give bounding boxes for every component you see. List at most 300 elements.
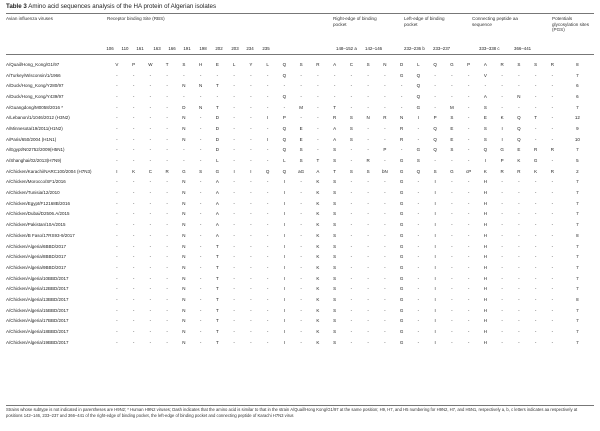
aa-cell: - <box>233 93 235 99</box>
aa-cell: - <box>467 72 470 78</box>
aa-cell: - <box>199 286 202 292</box>
aa-cell: S <box>450 115 454 121</box>
aa-cell: N <box>182 329 186 335</box>
aa-cell: K <box>517 158 521 164</box>
aa-cell: - <box>250 275 252 281</box>
aa-cell: - <box>283 83 286 89</box>
aa-cell: I <box>233 168 235 174</box>
aa-cell: K <box>316 190 320 196</box>
pgs-count: 7 <box>576 211 579 217</box>
pgs-count: 7 <box>576 243 579 249</box>
aa-cell: Q <box>282 125 287 131</box>
aa-cell: - <box>250 329 252 335</box>
aa-cell: - <box>534 264 537 270</box>
aa-cell: - <box>300 222 302 228</box>
aa-cell: - <box>116 222 118 228</box>
pgs-count: 7 <box>576 339 579 345</box>
aa-cell: A <box>333 125 337 131</box>
aa-cell: - <box>266 329 269 335</box>
aa-cell: - <box>300 200 302 206</box>
aa-cell: A <box>215 190 219 196</box>
aa-cell: - <box>149 254 152 260</box>
aa-cell: - <box>166 232 168 238</box>
table-row <box>6 230 594 241</box>
aa-cell: I <box>434 179 436 185</box>
aa-cell: - <box>467 211 470 217</box>
aa-cell: I <box>417 115 419 121</box>
aa-cell: - <box>266 158 269 164</box>
aa-cell: - <box>350 232 353 238</box>
aa-cell: - <box>149 307 152 313</box>
aa-cell: - <box>551 329 554 335</box>
aa-cell: - <box>451 339 453 345</box>
aa-cell: N <box>182 190 186 196</box>
aa-cell: T <box>316 158 320 164</box>
aa-cell: N <box>182 115 186 121</box>
aa-cell: R <box>399 125 404 131</box>
aa-cell: T <box>215 339 219 345</box>
aa-cell: - <box>233 275 235 281</box>
aa-cell: P <box>383 147 387 153</box>
pgs-count: 7 <box>576 275 579 281</box>
aa-cell: - <box>199 200 202 206</box>
aa-cell: K <box>316 329 320 335</box>
pgs-count: 7 <box>576 286 579 292</box>
aa-cell: T <box>215 296 219 302</box>
aa-cell: - <box>116 200 118 206</box>
aa-cell: - <box>132 339 135 345</box>
aa-cell: N <box>182 83 186 89</box>
aa-cell: - <box>467 93 470 99</box>
aa-cell: - <box>417 307 420 313</box>
pgs-count: 7 <box>576 179 579 185</box>
table-caption <box>6 3 594 11</box>
aa-cell: - <box>518 104 520 110</box>
aa-cell: E <box>517 147 521 153</box>
aa-cell: - <box>534 254 537 260</box>
aa-cell: - <box>300 329 302 335</box>
aa-cell: - <box>518 83 520 89</box>
aa-cell: - <box>233 254 235 260</box>
aa-cell: - <box>518 200 520 206</box>
aa-cell: - <box>149 104 152 110</box>
aa-cell: - <box>384 125 386 131</box>
position-label: 202 <box>215 46 223 51</box>
table-row <box>6 91 594 102</box>
aa-cell: - <box>166 222 168 228</box>
aa-cell: D <box>399 61 404 67</box>
aa-cell: G <box>533 158 538 164</box>
aa-cell: - <box>317 147 319 153</box>
aa-cell: L <box>216 158 219 164</box>
virus-name: A/Quail/Hong_Kong/G1/97 <box>6 61 60 67</box>
aa-cell: - <box>551 254 554 260</box>
aa-cell: - <box>384 83 386 89</box>
aa-cell: - <box>518 254 520 260</box>
aa-cell: H <box>483 296 487 302</box>
aa-cell: - <box>551 200 554 206</box>
table-row <box>6 273 594 284</box>
aa-cell: - <box>384 190 386 196</box>
aa-cell: - <box>116 243 118 249</box>
aa-cell: W <box>148 61 153 67</box>
aa-cell: S <box>333 318 337 324</box>
aa-cell: - <box>367 339 369 345</box>
aa-cell: - <box>199 318 202 324</box>
position-label: 232–236 b <box>404 46 425 51</box>
aa-cell: G <box>399 275 404 281</box>
aa-cell: T <box>333 104 336 110</box>
aa-cell: G <box>399 211 404 217</box>
aa-cell: E <box>450 136 454 142</box>
aa-cell: I <box>434 200 436 206</box>
table-row <box>6 177 594 188</box>
aa-cell: S <box>483 125 487 131</box>
aa-cell: - <box>199 296 202 302</box>
aa-cell: - <box>534 286 537 292</box>
virus-name: A/Chicken/Algeria/17BBD/2017 <box>6 318 69 324</box>
virus-name: A/Shanghai/02/2013(H7N9) <box>6 158 62 164</box>
aa-cell: - <box>233 318 235 324</box>
aa-cell: - <box>166 83 168 89</box>
aa-cell: P <box>433 115 437 121</box>
aa-cell: - <box>266 93 269 99</box>
aa-cell: - <box>417 232 420 238</box>
aa-cell: A <box>333 61 337 67</box>
aa-cell: - <box>384 104 386 110</box>
aa-cell: - <box>116 318 118 324</box>
aa-cell: - <box>132 93 135 99</box>
aa-cell: K <box>316 232 320 238</box>
aa-cell: N <box>182 179 186 185</box>
aa-cell: - <box>434 93 436 99</box>
aa-cell: S <box>333 275 337 281</box>
aa-cell: S <box>483 136 487 142</box>
aa-cell: - <box>266 254 269 260</box>
aa-cell: - <box>300 307 302 313</box>
aa-cell: R <box>500 168 504 174</box>
aa-cell: - <box>384 296 386 302</box>
table-row <box>6 123 594 134</box>
aa-cell: K <box>316 307 320 313</box>
aa-cell: - <box>451 200 453 206</box>
aa-cell: - <box>116 158 118 164</box>
aa-cell: - <box>350 72 353 78</box>
aa-cell: T <box>215 286 219 292</box>
aa-cell: - <box>266 307 269 313</box>
virus-name: A/Guangdong/M0058/2016 * <box>6 104 64 110</box>
aa-cell: S <box>333 179 337 185</box>
aa-cell: S <box>333 222 337 228</box>
aa-cell: - <box>384 136 386 142</box>
aa-cell: - <box>451 275 453 281</box>
aa-cell: - <box>149 211 152 217</box>
aa-cell: I <box>484 158 486 164</box>
aa-cell: Q <box>282 147 287 153</box>
aa-cell: - <box>417 318 420 324</box>
virus-name: A/Lebanon/1/1046/2012 (H3N2) <box>6 115 70 121</box>
aa-cell: P <box>282 115 286 121</box>
aa-cell: R <box>500 61 504 67</box>
aa-cell: - <box>384 211 386 217</box>
aa-cell: - <box>417 125 420 131</box>
aa-cell: - <box>534 200 537 206</box>
aa-cell: - <box>317 125 319 131</box>
aa-cell: - <box>518 243 520 249</box>
aa-cell: - <box>250 83 252 89</box>
aa-cell: - <box>551 211 554 217</box>
aa-cell: - <box>417 275 420 281</box>
virus-name: A/Chicken/B Faso/17RS93-9/2017 <box>6 232 75 238</box>
aa-cell: R <box>332 115 337 121</box>
table-row <box>6 316 594 327</box>
aa-cell: G <box>399 222 404 228</box>
aa-cell: - <box>417 296 420 302</box>
aa-cell: S <box>333 211 337 217</box>
aa-cell: D <box>215 136 219 142</box>
aa-cell: - <box>166 211 168 217</box>
aa-cell: - <box>501 307 503 313</box>
aa-cell: K <box>316 264 320 270</box>
aa-cell: R <box>550 61 554 67</box>
position-label: 203 <box>231 46 239 51</box>
aa-cell: I <box>434 222 436 228</box>
aa-cell: - <box>534 125 537 131</box>
aa-cell: H <box>483 318 487 324</box>
aa-cell: - <box>350 264 353 270</box>
aa-cell: G <box>399 264 404 270</box>
aa-cell: - <box>266 222 269 228</box>
aa-cell: - <box>501 318 503 324</box>
aa-cell: - <box>166 339 168 345</box>
aa-cell: - <box>367 254 369 260</box>
aa-cell: - <box>199 147 202 153</box>
position-label: 234 <box>246 46 254 51</box>
aa-cell: L <box>417 61 420 67</box>
aa-cell: L <box>283 158 286 164</box>
aa-cell: S <box>182 61 186 67</box>
aa-cell: I <box>283 190 285 196</box>
aa-cell: - <box>199 275 202 281</box>
header-virus: Avian influenza viruses <box>6 16 53 21</box>
aa-cell: - <box>367 190 369 196</box>
aa-cell: - <box>384 158 386 164</box>
aa-cell: H <box>483 275 487 281</box>
aa-cell: - <box>367 296 369 302</box>
aa-cell: R <box>366 158 370 164</box>
aa-cell: - <box>166 200 168 206</box>
aa-cell: - <box>166 72 168 78</box>
aa-cell: - <box>501 211 503 217</box>
aa-cell: T <box>215 104 219 110</box>
aa-cell: - <box>199 307 202 313</box>
aa-cell: - <box>367 211 369 217</box>
aa-cell: G <box>399 329 404 335</box>
aa-cell: S <box>450 147 454 153</box>
aa-cell: S <box>534 61 538 67</box>
aa-cell: R <box>533 147 538 153</box>
aa-cell: H <box>483 264 487 270</box>
virus-name: A/Chicken/Algeria/19BBD/2017 <box>6 339 69 345</box>
aa-cell: - <box>250 339 252 345</box>
aa-cell: N <box>182 232 186 238</box>
aa-cell: - <box>400 147 403 153</box>
table-row <box>6 241 594 252</box>
aa-cell: S <box>333 339 337 345</box>
position-label: 110 <box>121 46 129 51</box>
aa-cell: - <box>132 104 135 110</box>
aa-cell: - <box>116 72 118 78</box>
aa-cell: E <box>215 61 219 67</box>
aa-cell: - <box>199 254 202 260</box>
aa-cell: - <box>300 232 302 238</box>
aa-cell: - <box>116 179 118 185</box>
aa-cell: - <box>367 136 369 142</box>
aa-cell: - <box>250 232 252 238</box>
aa-cell: A <box>483 93 487 99</box>
aa-cell: N <box>182 307 186 313</box>
aa-cell: - <box>266 339 269 345</box>
aa-cell: - <box>350 83 353 89</box>
aa-cell: T <box>215 264 219 270</box>
aa-cell: - <box>400 83 403 89</box>
aa-cell: I <box>434 211 436 217</box>
header-pgs: Potentials glycosylation sites (PGS) <box>552 16 590 33</box>
aa-cell: - <box>317 72 319 78</box>
aa-cell: - <box>518 307 520 313</box>
aa-cell: A <box>333 136 337 142</box>
aa-cell: - <box>183 158 185 164</box>
aa-cell: - <box>451 222 453 228</box>
aa-cell: T <box>333 168 336 174</box>
aa-cell: - <box>116 104 118 110</box>
aa-cell: - <box>300 318 302 324</box>
aa-cell: - <box>417 222 420 228</box>
position-label: 106 <box>106 46 114 51</box>
aa-cell: A <box>215 211 219 217</box>
position-label: 142–146 <box>365 46 383 51</box>
aa-cell: - <box>551 93 554 99</box>
aa-cell: - <box>518 339 520 345</box>
aa-cell: - <box>451 286 453 292</box>
aa-cell: S <box>517 61 521 67</box>
aa-cell: S <box>349 168 353 174</box>
aa-cell: - <box>132 115 135 121</box>
aa-cell: - <box>149 286 152 292</box>
aa-cell: - <box>199 339 202 345</box>
aa-cell: H <box>483 200 487 206</box>
aa-cell: R <box>316 61 320 67</box>
aa-cell: - <box>132 200 135 206</box>
aa-cell: - <box>451 211 453 217</box>
aa-cell: - <box>417 190 420 196</box>
aa-cell: - <box>166 93 168 99</box>
aa-cell: - <box>451 243 453 249</box>
aa-cell: - <box>501 264 503 270</box>
aa-cell: - <box>266 125 269 131</box>
aa-cell: - <box>149 318 152 324</box>
pgs-count: 9 <box>576 125 579 131</box>
aa-cell: - <box>367 318 369 324</box>
aa-cell: - <box>467 147 470 153</box>
aa-cell: - <box>250 200 252 206</box>
aa-cell: - <box>534 93 537 99</box>
aa-cell: - <box>149 296 152 302</box>
aa-cell: - <box>250 158 252 164</box>
aa-cell: - <box>149 232 152 238</box>
aa-cell: D <box>215 147 219 153</box>
aa-cell: - <box>551 232 554 238</box>
aa-cell: - <box>501 232 503 238</box>
aa-cell: R <box>550 147 554 153</box>
aa-cell: - <box>300 339 302 345</box>
virus-name: A/Chicken/Algeria/8BBD/2017 <box>6 254 67 260</box>
aa-cell: - <box>132 232 135 238</box>
aa-cell: Q <box>416 72 421 78</box>
table-row <box>6 337 594 348</box>
aa-cell: - <box>467 243 470 249</box>
virus-name: A/Chicken/Algeria/10BBD/2017 <box>6 275 69 281</box>
pgs-count: 8 <box>576 296 579 302</box>
aa-cell: G <box>399 232 404 238</box>
aa-cell: Q <box>265 168 270 174</box>
aa-cell: - <box>333 83 336 89</box>
aa-cell: - <box>199 158 202 164</box>
pgs-count: 7 <box>576 264 579 270</box>
aa-cell: - <box>116 307 118 313</box>
aa-cell: - <box>250 307 252 313</box>
aa-cell: - <box>233 83 235 89</box>
aa-cell: H <box>483 179 487 185</box>
aa-cell: - <box>132 83 135 89</box>
aa-cell: I <box>434 329 436 335</box>
pgs-count: 10 <box>574 136 580 142</box>
aa-cell: - <box>467 115 470 121</box>
aa-cell: - <box>149 243 152 249</box>
aa-cell: R <box>550 168 554 174</box>
aa-cell: - <box>467 222 470 228</box>
aa-cell: - <box>266 275 269 281</box>
aa-cell: - <box>183 72 185 78</box>
aa-cell: - <box>250 286 252 292</box>
aa-cell: - <box>367 264 369 270</box>
aa-cell: S <box>333 200 337 206</box>
position-label: 166 <box>168 46 176 51</box>
aa-cell: - <box>534 318 537 324</box>
aa-cell: I <box>250 168 252 174</box>
aa-cell: T <box>215 329 219 335</box>
virus-name: A/Chicken/Morocco/SF1/2016 <box>6 179 66 185</box>
aa-cell: S <box>333 232 337 238</box>
aa-cell: - <box>300 83 302 89</box>
aa-cell: E <box>299 136 303 142</box>
aa-cell: - <box>551 318 554 324</box>
aa-cell: - <box>501 286 503 292</box>
aa-cell: A <box>316 168 320 174</box>
aa-cell: H <box>483 254 487 260</box>
aa-cell: - <box>199 211 202 217</box>
aa-cell: - <box>534 232 537 238</box>
aa-cell: N <box>182 339 186 345</box>
aa-cell: - <box>199 329 202 335</box>
virus-name: A/Turkey/Wisconsin/1/1966 <box>6 72 61 78</box>
aa-cell: - <box>300 264 302 270</box>
aa-cell: I <box>283 243 285 249</box>
position-label: 191 <box>183 46 191 51</box>
aa-cell: - <box>116 190 118 196</box>
aa-cell: - <box>132 222 135 228</box>
aa-cell: T <box>215 307 219 313</box>
